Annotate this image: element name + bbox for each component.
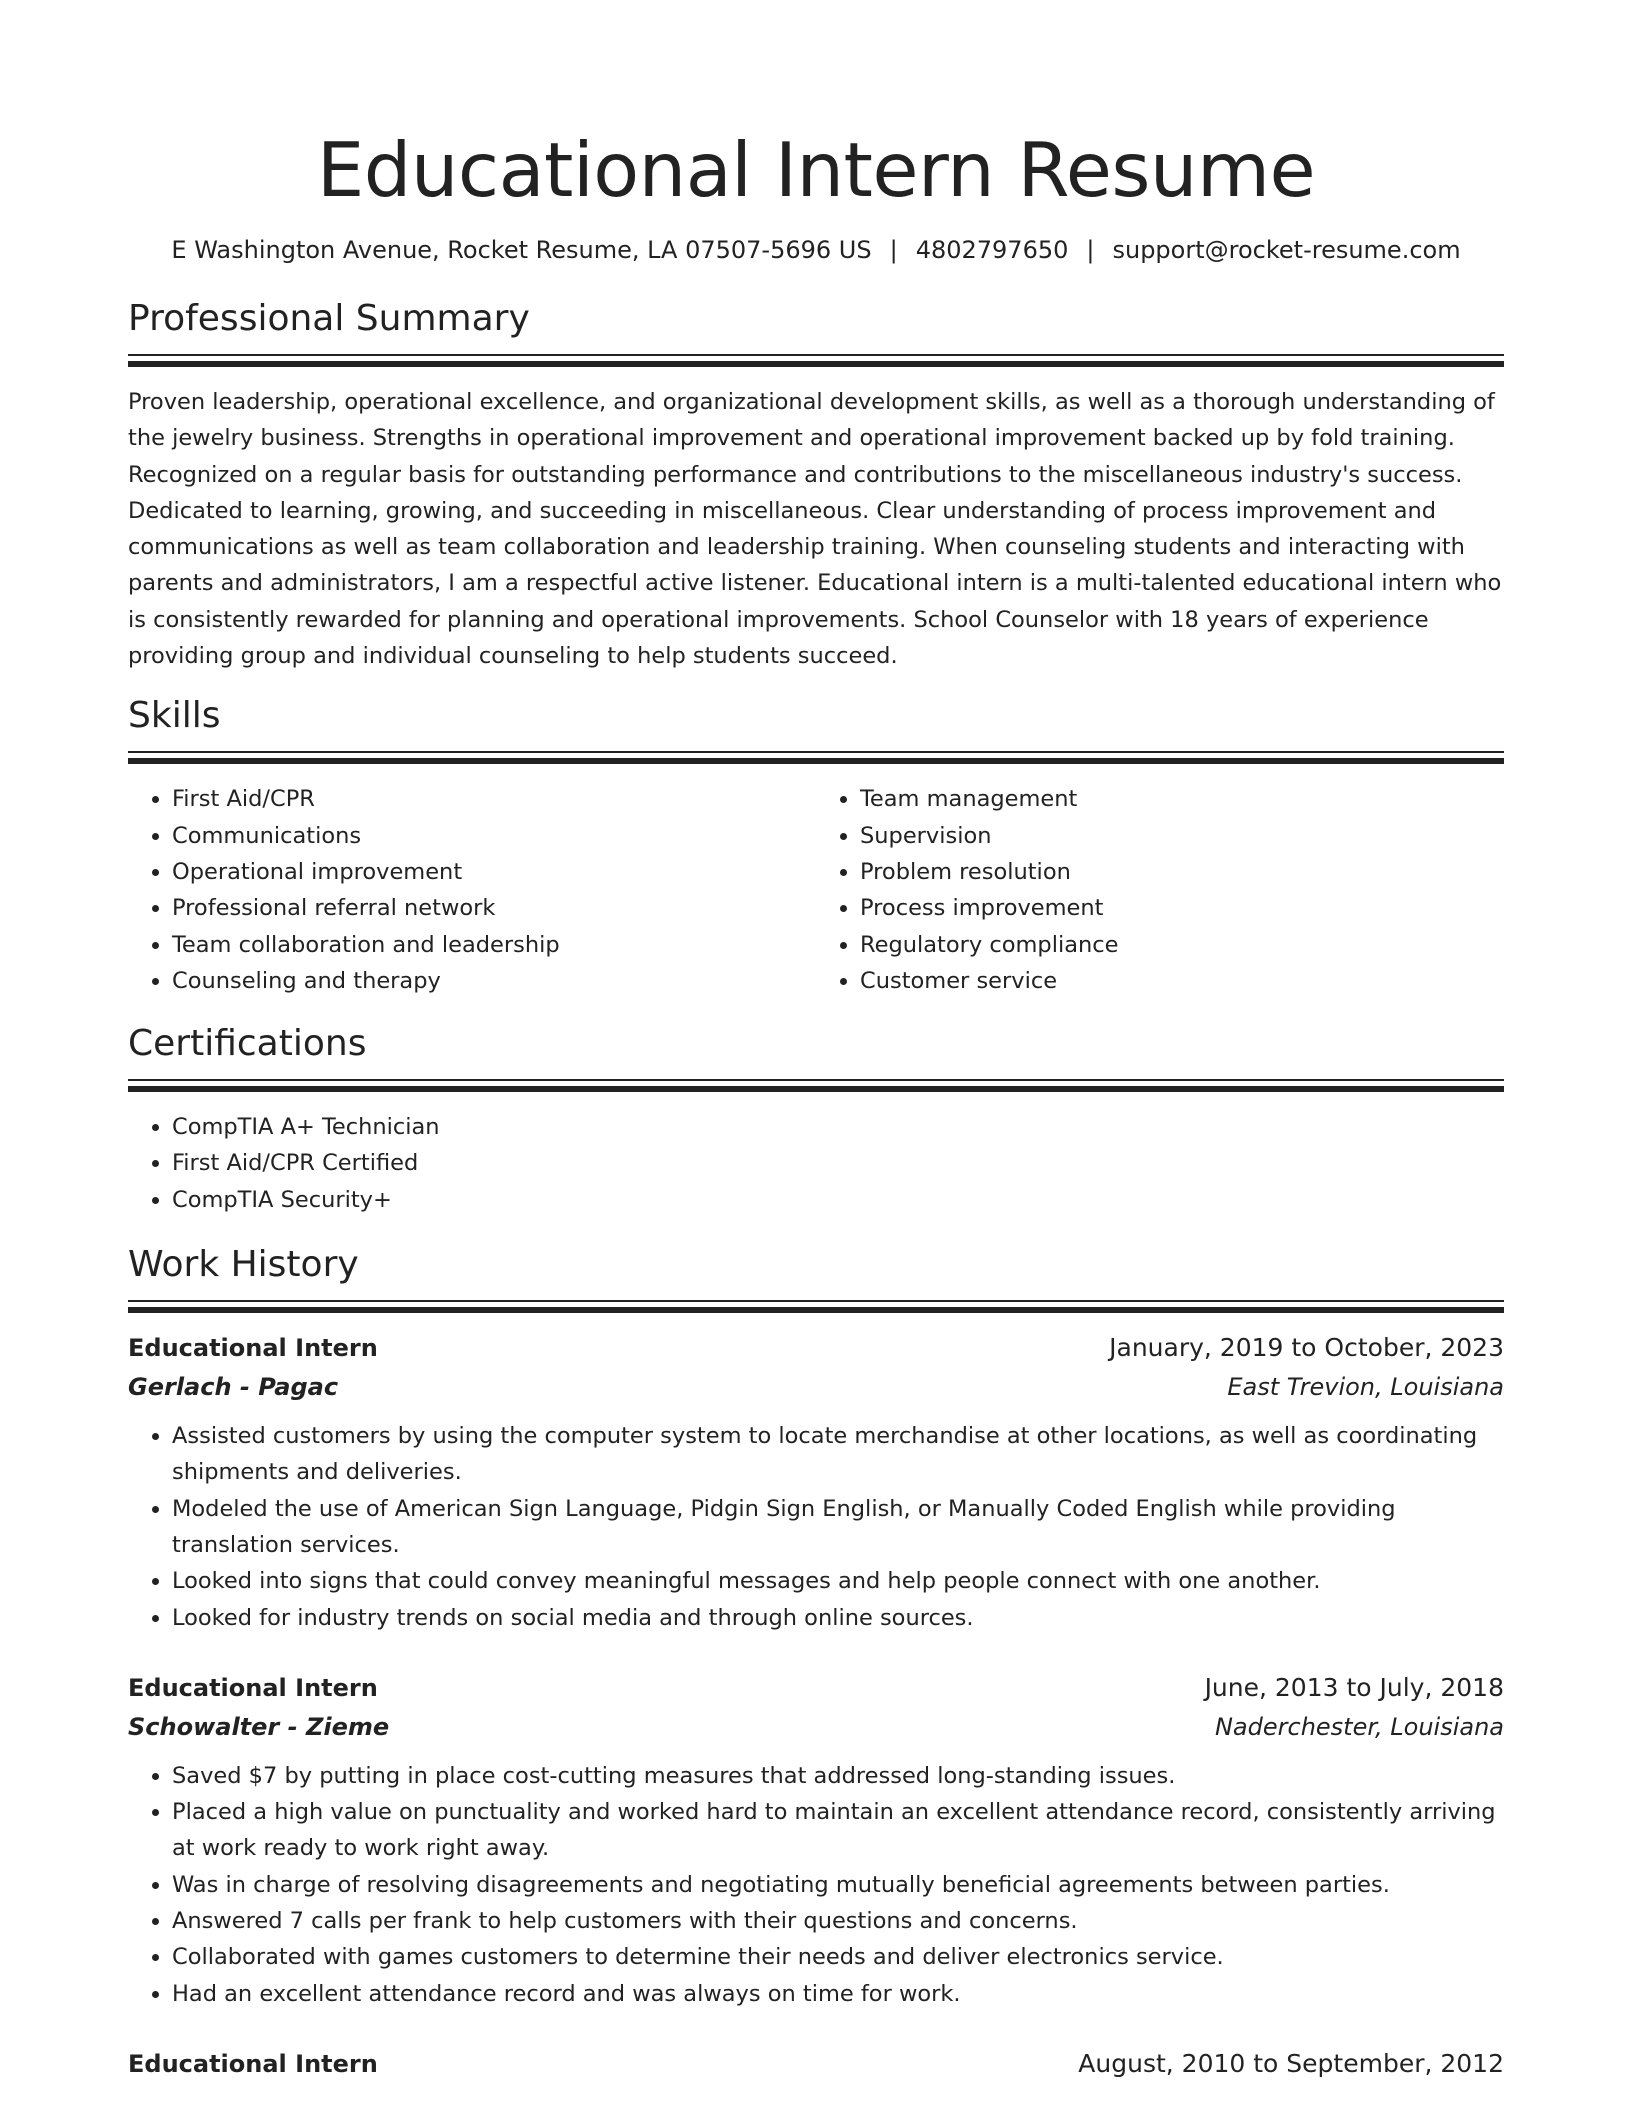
section-divider [128,1079,1504,1093]
job-duty: • Looked into signs that could convey meaningful messages and help people connect with one another. [172,1563,1504,1599]
skills-list-right [816,781,1504,999]
skill-item: • Process improvement [860,890,1504,926]
contact-phone: 4802797650 [915,236,1069,264]
job-duty: • Was in charge of resolving disagreements and negotiating mutually beneficial agreements between parties. [172,1867,1504,1903]
certifications-list [128,1109,1504,1218]
job-location: Naderchester, Louisiana [1214,1712,1504,1741]
skill-item: • Team collaboration and leadership [172,927,816,963]
job-duty: • Modeled the use of American Sign Language, Pidgin Sign English, or Manually Coded English while providing translation services. [172,1491,1504,1564]
job-duty: • Assisted customers by using the computer system to locate merchandise at other locations, as well as coordinating shipments and deliveries. [172,1418,1504,1491]
job-entry [128,1668,1504,2012]
job-entry [128,1328,1504,1636]
job-title: Educational Intern [128,2049,378,2078]
contact-line [128,234,1504,266]
section-divider [128,1300,1504,1314]
skill-item: • Communications [172,818,816,854]
job-duty: • Placed a high value on punctuality and worked hard to maintain an excellent attendance record, consistently arriving at work ready to work right away. [172,1794,1504,1867]
skills-columns [128,781,1504,999]
summary-heading: Professional Summary [128,298,530,339]
skill-item: • Supervision [860,818,1504,854]
job-subheader [128,1708,1504,1746]
contact-separator: | [889,236,898,264]
contact-address: E Washington Avenue, Rocket Resume, LA 07507-5696 US [171,236,872,264]
job-title: Educational Intern [128,1673,378,1702]
section-divider [128,751,1504,765]
job-dates: January, 2019 to October, 2023 [1109,1333,1504,1363]
job-duty: • Saved $7 by putting in place cost-cutting measures that addressed long-standing issues. [172,1758,1504,1794]
summary-section [128,296,1504,674]
job-location: East Trevion, Louisiana [1227,1373,1504,1402]
skill-item: • Regulatory compliance [860,927,1504,963]
job-duty: • Looked for industry trends on social media and through online sources. [172,1600,1504,1636]
job-header [128,1328,1504,1368]
section-divider [128,354,1504,368]
certifications-section [128,1021,1504,1218]
certification-item: • CompTIA Security+ [172,1182,1504,1218]
skill-item: • Customer service [860,963,1504,999]
skill-item: • Problem resolution [860,854,1504,890]
summary-text: Proven leadership, operational excellence, and organizational development skills, as well as a thorough understanding of the jewelry business. Strengths in operational improvement and operational improvement backed up by fold training. Recognized on a regular basis for outstanding performance and contributions to the miscellaneous industry's success. Dedicated to learning, growing, and succeeding in miscellaneous. Clear understanding of process improvement and communications as well as team collaboration and leadership training. When counseling students and interacting with parents and administrators, I am a respectful active listener. Educational intern is a multi-talented educational intern who is consistently rewarded for planning and operational improvements. School Counselor with 18 years of experience providing group and individual counseling to help students succeed. [128,389,1502,670]
skills-heading: Skills [128,695,221,737]
job-entry [128,2044,1504,2084]
job-dates: August, 2010 to September, 2012 [1078,2048,1504,2078]
certification-item: • First Aid/CPR Certified [172,1145,1504,1181]
job-company: Gerlach - Pagac [128,1373,339,1402]
job-duties-list [128,1418,1504,1636]
skill-item: • Operational improvement [172,854,816,890]
job-title: Educational Intern [128,1334,378,1363]
job-subheader [128,1368,1504,1406]
job-duty: • Collaborated with games customers to determine their needs and deliver electronics service. [172,1939,1504,1975]
work-history-section [128,1242,1504,2084]
resume-page [128,0,1504,2084]
job-header [128,2044,1504,2084]
job-dates: June, 2013 to July, 2018 [1204,1672,1504,1702]
job-company: Schowalter - Zieme [128,1712,390,1741]
skill-item: • Counseling and therapy [172,963,816,999]
resume-title: Educational Intern Resume [316,126,1316,214]
job-duties-list [128,1758,1504,2012]
contact-email: support@rocket-resume.com [1112,236,1461,264]
skill-item: • Team management [860,781,1504,817]
job-duty: • Answered 7 calls per frank to help customers with their questions and concerns. [172,1903,1504,1939]
job-header [128,1668,1504,1708]
contact-separator: | [1086,236,1095,264]
skill-item: • First Aid/CPR [172,781,816,817]
skill-item: • Professional referral network [172,890,816,926]
skills-section [128,693,1504,999]
certification-item: • CompTIA A+ Technician [172,1109,1504,1145]
skills-list-left [128,781,816,999]
job-duty: • Had an excellent attendance record and was always on time for work. [172,1976,1504,2012]
work-history-heading: Work History [128,1244,359,1286]
certifications-heading: Certifications [128,1023,367,1065]
